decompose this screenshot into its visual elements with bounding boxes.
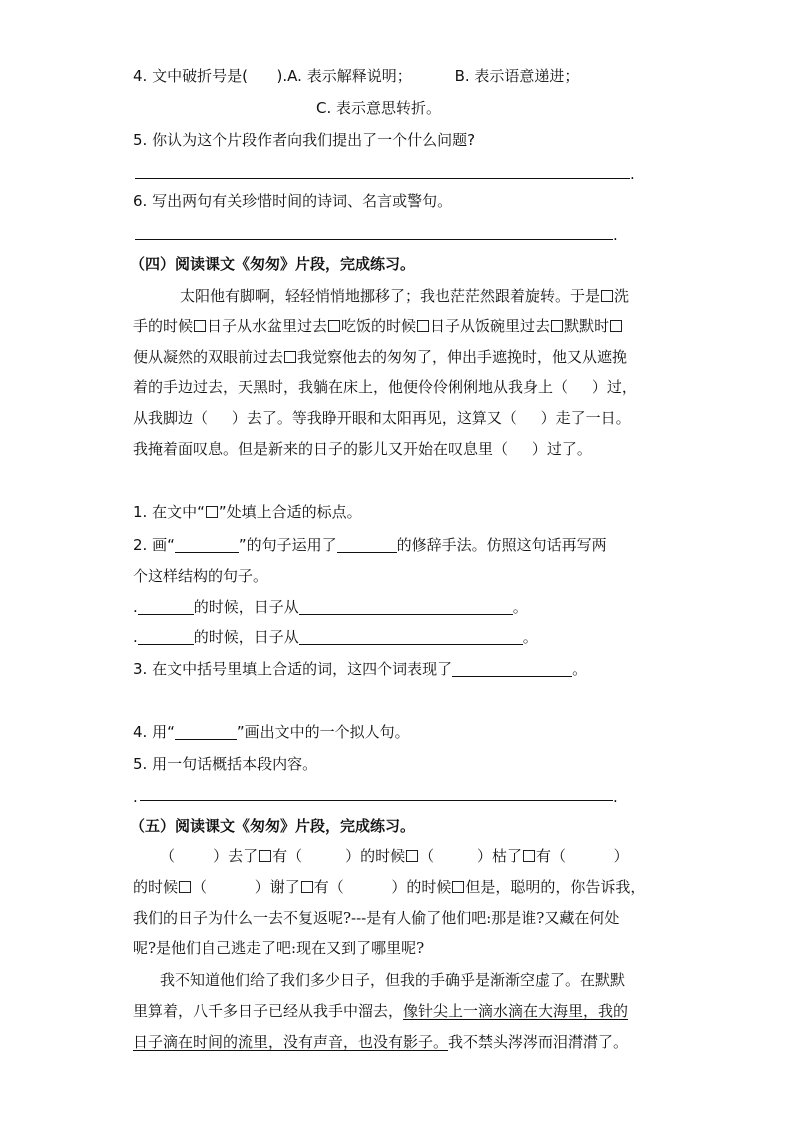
punctuation-box[interactable] <box>179 881 191 893</box>
question-4-line2: C. 表示意思转折。 <box>316 99 442 117</box>
imitation-sentence-2: . 的时候，日子从 。 <box>133 628 538 646</box>
punctuation-box[interactable] <box>417 320 429 332</box>
punctuation-box[interactable] <box>259 850 271 862</box>
punctuation-box[interactable] <box>610 320 622 332</box>
passage-5-line3: 我们的日子为什么一去不复返呢?---是有人偷了他们吧:那是谁?又藏在何处 <box>133 909 620 927</box>
answer-line-6[interactable] <box>135 239 613 240</box>
passage-5-line7: 日子滴在时间的流里，没有声音，也没有影子。我不禁头涔涔而泪潸潸了。 <box>133 1033 629 1051</box>
underline-sample <box>175 538 239 553</box>
section-4-question-3: 3. 在文中括号里填上合适的词，这四个词表现了 。 <box>133 660 588 678</box>
question-6: 6. 写出两句有关珍惜时间的诗词、名言或警句。 <box>133 192 453 210</box>
answer-line-end: . <box>613 226 618 244</box>
passage-4-line4: 着的手边过去，天黑时，我躺在床上，他便伶伶俐俐地从我身上（ ）过， <box>133 378 637 396</box>
section-4-question-2-cont: 个这样结构的句子。 <box>133 567 269 585</box>
punctuation-box[interactable] <box>523 850 535 862</box>
passage-4-line5: 从我脚边（ ）去了。等我睁开眼和太阳再见，这算又（ ）走了一日。 <box>133 409 631 427</box>
passage-5-line6: 里算着，八千多日子已经从我手中溜去，像针尖上一滴水滴在大海里，我的 <box>133 1002 629 1020</box>
section-4-question-4: 4. 用“ ”画出文中的一个拟人句。 <box>133 723 410 741</box>
punctuation-box[interactable] <box>406 850 418 862</box>
answer-blank[interactable] <box>435 600 513 615</box>
punctuation-box[interactable] <box>301 881 313 893</box>
answer-line-section4-q5[interactable] <box>140 800 613 801</box>
passage-5-line4: 呢?是他们自己逃走了吧:现在又到了哪里呢? <box>133 939 425 957</box>
imitation-sentence-1: . 的时候，日子从 。 <box>133 598 528 616</box>
passage-4-line2: 手的时候 日子从水盆里过去 吃饭的时候 日子从饭碗里过去 默默时 <box>133 316 623 336</box>
section-4-question-5: 5. 用一句话概括本段内容。 <box>133 755 318 773</box>
answer-blank[interactable] <box>299 630 445 645</box>
answer-blank[interactable] <box>337 538 397 553</box>
question-5: 5. 你认为这个片段作者向我们提出了一个什么问题? <box>133 131 476 149</box>
passage-5-line5: 我不知道他们给了我们多少日子，但我的手确乎是渐渐空虚了。在默默 <box>160 971 626 989</box>
question-4-line1: 4. 文中破折号是( ).A. 表示解释说明； B. 表示语意递进； <box>133 67 580 85</box>
underlined-sentence: 日子滴在时间的流里，没有声音，也没有影子。 <box>133 1033 449 1051</box>
answer-line-5[interactable] <box>135 178 630 179</box>
answer-blank[interactable] <box>452 662 572 677</box>
punctuation-box-symbol <box>206 506 218 518</box>
punctuation-box[interactable] <box>194 320 206 332</box>
answer-line-end: . <box>630 165 635 183</box>
answer-blank[interactable] <box>138 630 194 645</box>
punctuation-box[interactable] <box>284 351 296 363</box>
section-4-title: （四）阅读课文《匆匆》片段，完成练习。 <box>130 255 416 273</box>
answer-blank[interactable] <box>138 600 194 615</box>
punctuation-box[interactable] <box>601 290 613 302</box>
section-4-question-2: 2. 画“ ”的句子运用了 的修辞手法。仿照这句话再写两 <box>133 536 607 554</box>
answer-line-start: . <box>133 788 138 806</box>
answer-blank[interactable] <box>299 600 435 615</box>
answer-line-end: . <box>613 788 618 806</box>
answer-blank[interactable] <box>445 630 523 645</box>
passage-5-line2: 的时候 （ ）谢了 有（ ）的时候 但是，聪明的，你告诉我， <box>133 878 646 896</box>
section-5-title: （五）阅读课文《匆匆》片段，完成练习。 <box>130 817 416 835</box>
passage-4-line1: 太阳他有脚啊，轻轻悄悄地挪移了；我也茫茫然跟着旋转。于是 洗 <box>180 287 630 305</box>
underline-sample <box>175 725 237 740</box>
passage-4-line3: 便从凝然的双眼前过去 我觉察他去的匆匆了，伸出手遮挽时，他又从遮挽 <box>133 348 628 366</box>
punctuation-box[interactable] <box>452 881 464 893</box>
punctuation-box[interactable] <box>551 320 563 332</box>
punctuation-box[interactable] <box>328 320 340 332</box>
passage-5-line1: （ ）去了 有（ ）的时候 （ ）枯了 有（ ） <box>160 847 629 865</box>
underlined-sentence: 像针尖上一滴水滴在大海里，我的 <box>403 1002 629 1020</box>
passage-4-line6: 我掩着面叹息。但是新来的日子的影儿又开始在叹息里（ ）过了。 <box>133 440 592 458</box>
section-4-question-1: 1. 在文中“ ”处填上合适的标点。 <box>133 503 362 521</box>
